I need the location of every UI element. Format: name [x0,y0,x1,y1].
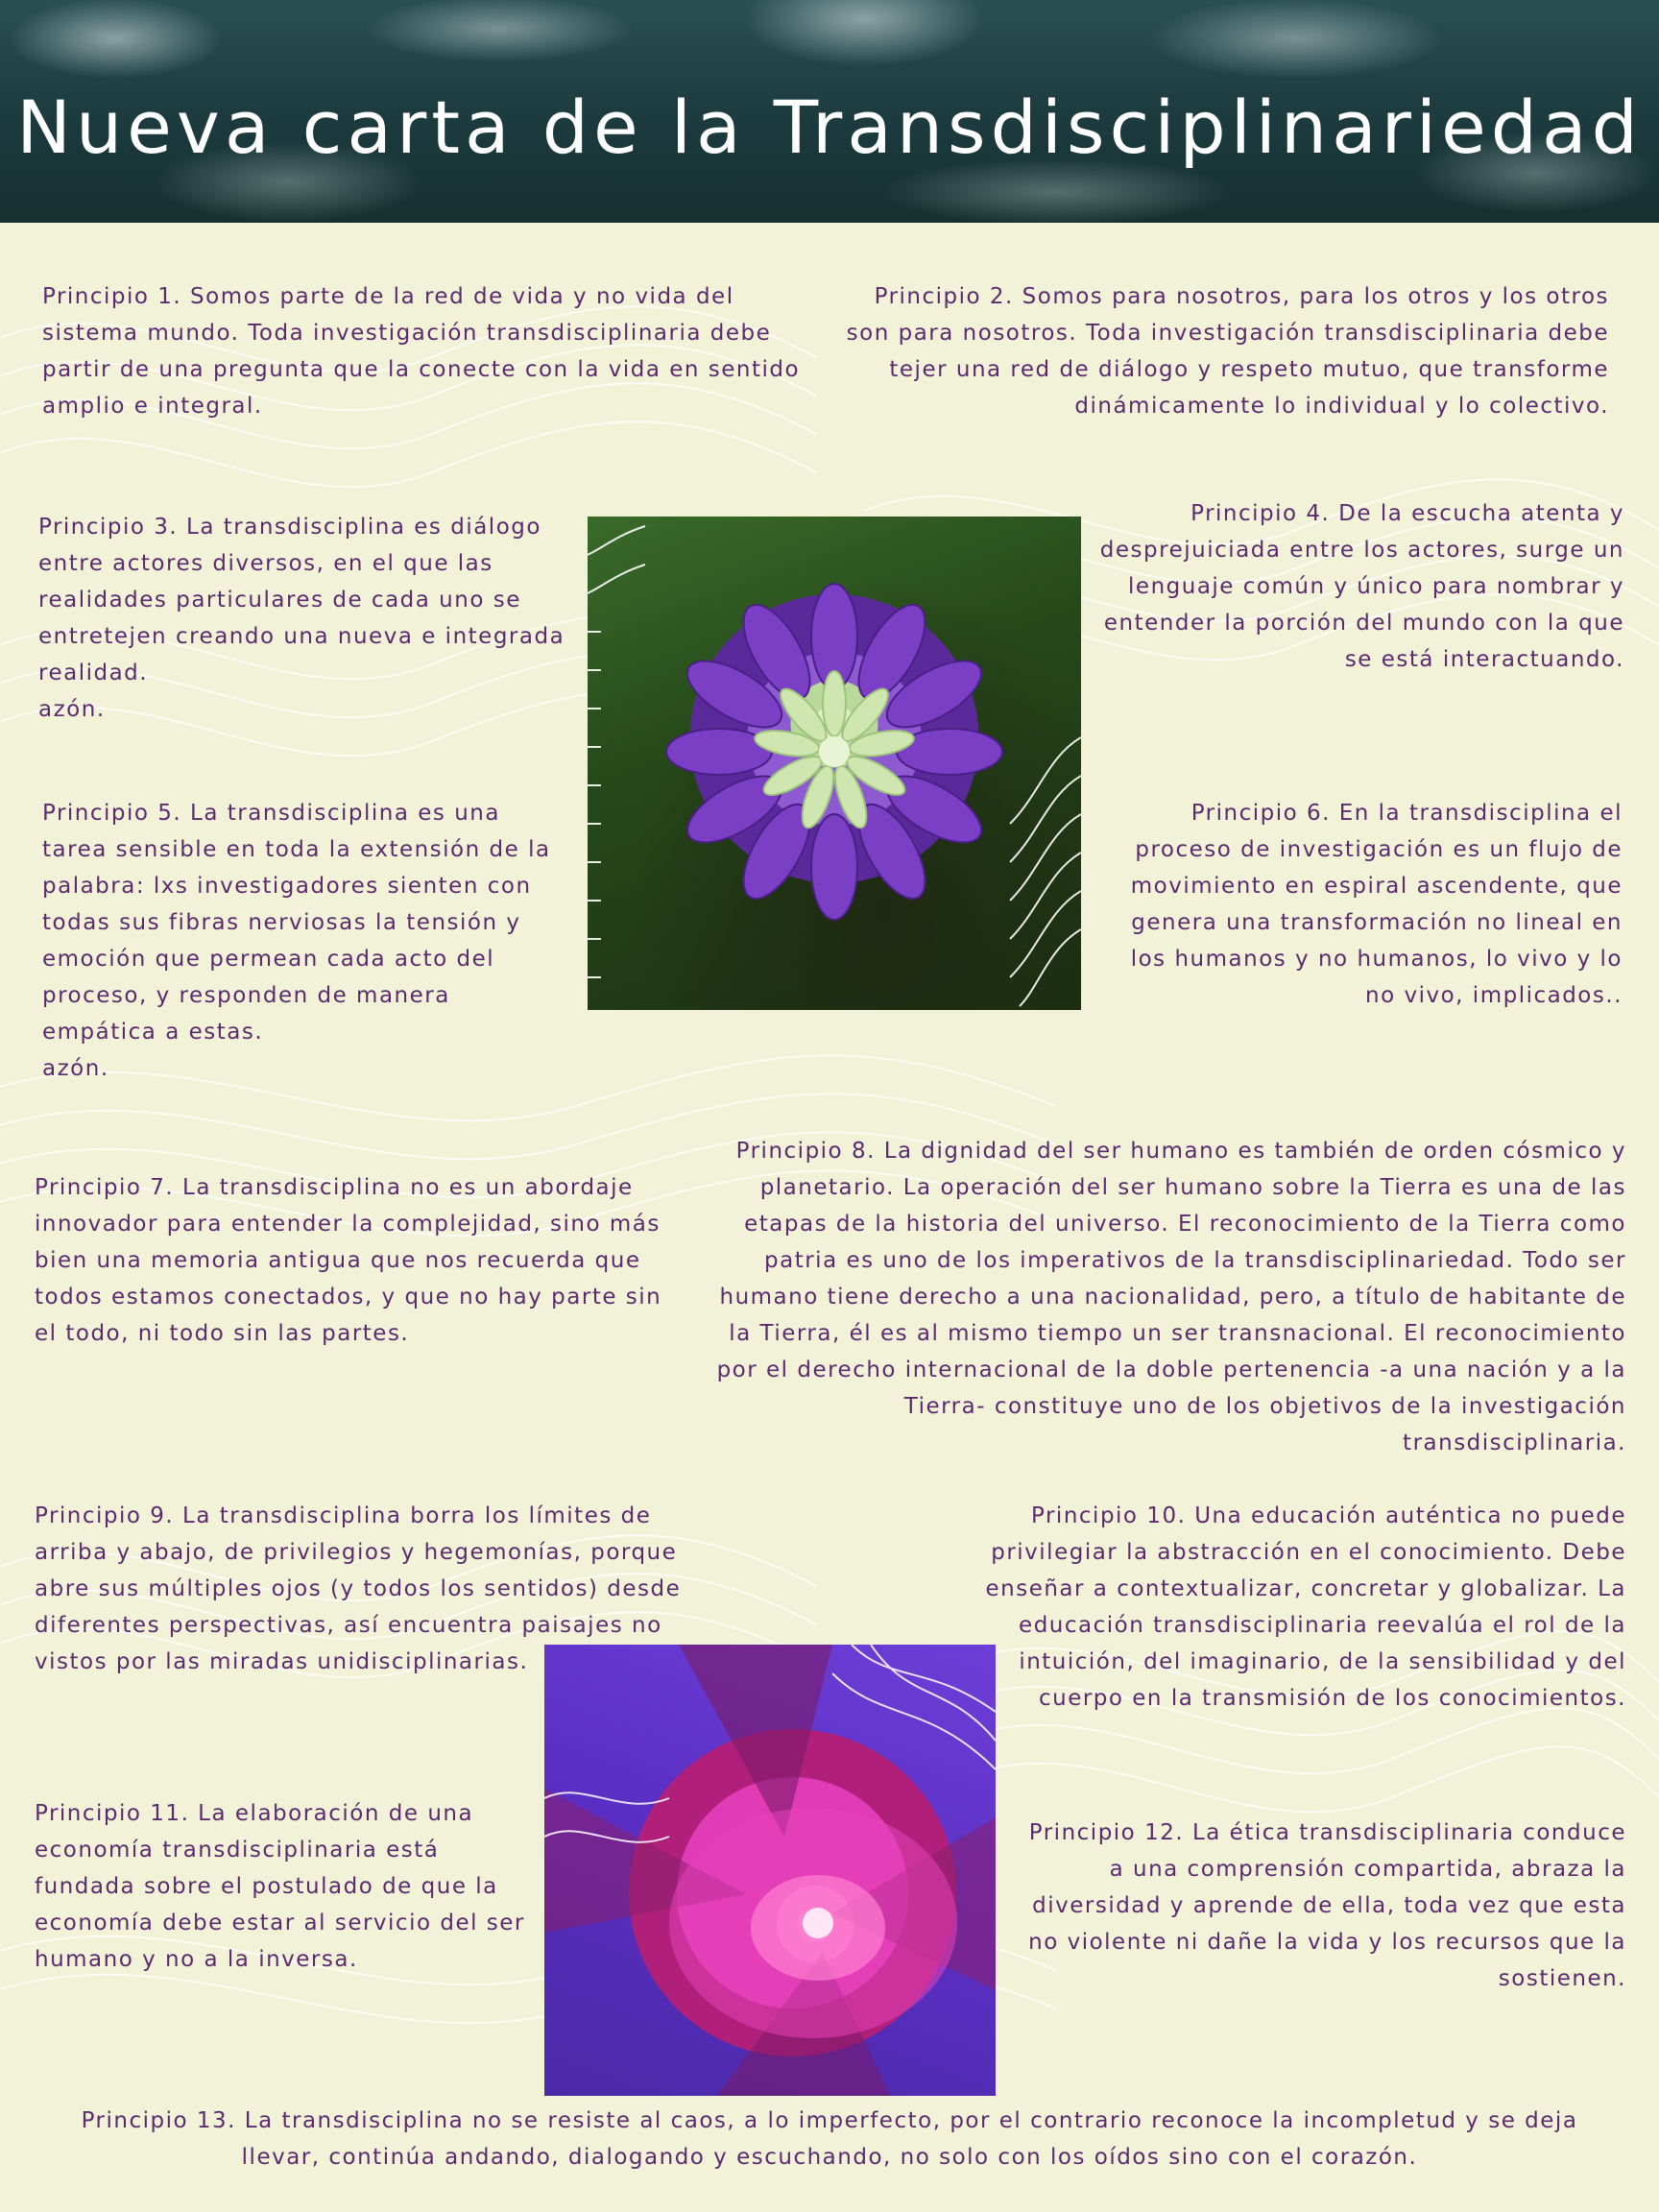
principle-9: Principio 9. La transdisciplina borra los límites de arriba y abajo, de privilegios y hegemonías, porque abre sus múltiples ojos (y todos los sentidos) desde diferentes perspectivas, así encuentra paisajes no vistos por las miradas unidisciplinarias. [35,1503,682,1674]
principle-1: Principio 1. Somos parte de la red de vida y no vida del sistema mundo. Toda investigación transdisciplinaria debe partir de una pregunta que la conecte con la vida en sentido amplio e integral. [42,284,801,419]
principle-5: Principio 5. La transdisciplina es una tarea sensible en toda la extensión de la palabra: lxs investigadores sienten con todas sus fibras nerviosas la tensión y emoción que permean cada acto del proceso, y responden de manera empática a estas. azón. [42,801,551,1081]
principle-10: Principio 10. Una educación auténtica no puede privilegiar la abstracción en el conocimiento. Debe enseñar a contextualizar, concretar y globalizar. La educación transdisciplinaria reevalúa el rol de la intuición, del imaginario, de la sensibilidad y del cuerpo en la transmisión de los conocimientos. [985,1503,1626,1711]
principle-12: Principio 12. La ética transdisciplinaria conduce a una comprensión compartida, abraza la diversidad y aprende de ella, toda vez que esta no violente ni dañe la vida y los recursos que la sostienen. [1028,1820,1626,1991]
principle-3: Principio 3. La transdisciplina es diálogo entre actores diversos, en el que las realidades particulares de cada uno se entretejen creando una nueva e integrada realidad. azón. [38,515,565,722]
purple-lupine-photo [588,517,1081,1010]
principle-11: Principio 11. La elaboración de una economía transdisciplinaria está fundada sobre el postulado de que la economía debe estar al servicio del ser humano y no a la inversa. [35,1801,525,1972]
principle-2: Principio 2. Somos para nosotros, para los otros y los otros son para nosotros. Toda investigación transdisciplinaria debe tejer una red de diálogo y respeto mutuo, que transforme dinámicamente lo individual y lo colectivo. [846,284,1609,419]
principle-4: Principio 4. De la escucha atenta y desprejuiciada entre los actores, surge un lenguaje común y único para nombrar y entender la porción del mundo con la que se está interactuando. [1099,501,1624,672]
principle-7: Principio 7. La transdisciplina no es un abordaje innovador para entender la complejidad, sino más bien una memoria antigua que nos recuerda que todos estamos conectados, y que no hay parte sin el todo, ni todo sin las partes. [35,1175,662,1346]
page-title: Nueva carta de la Transdisciplinariedad [16,84,1643,170]
principle-13: Principio 13. La transdisciplina no se resiste al caos, a lo imperfecto, por el contrario reconoce la incompletud y se deja llevar, continúa andando, dialogando y escuchando, no solo con los oídos sino con el corazón. [81,2108,1578,2170]
principle-8: Principio 8. La dignidad del ser humano es también de orden cósmico y planetario. La operación del ser humano sobre la Tierra es una de las etapas de la historia del universo. El reconocimiento de la Tierra como patria es uno de los imperativos de la transdisciplinariedad. Todo ser humano tiene derecho a una nacionalidad, pero, a título de habitante de la Tierra, él es al mismo tiempo un ser transnacional. El reconocimiento por el derecho internacional de la doble pertenencia -a una nación y a la Tierra- constituye uno de los objetivos de la investigación transdisciplinaria. [716,1139,1626,1455]
lupine-petals-graphic [588,517,1081,1010]
morning-glory-graphic [544,1645,996,2096]
header-banner [0,0,1659,223]
principle-6: Principio 6. En la transdisciplina el proceso de investigación es un flujo de movimiento en espiral ascendente, que genera una transformación no lineal en los humanos y no humanos, lo vivo y lo no vivo, implicados.. [1130,801,1623,1008]
morning-glory-photo [544,1645,996,2096]
